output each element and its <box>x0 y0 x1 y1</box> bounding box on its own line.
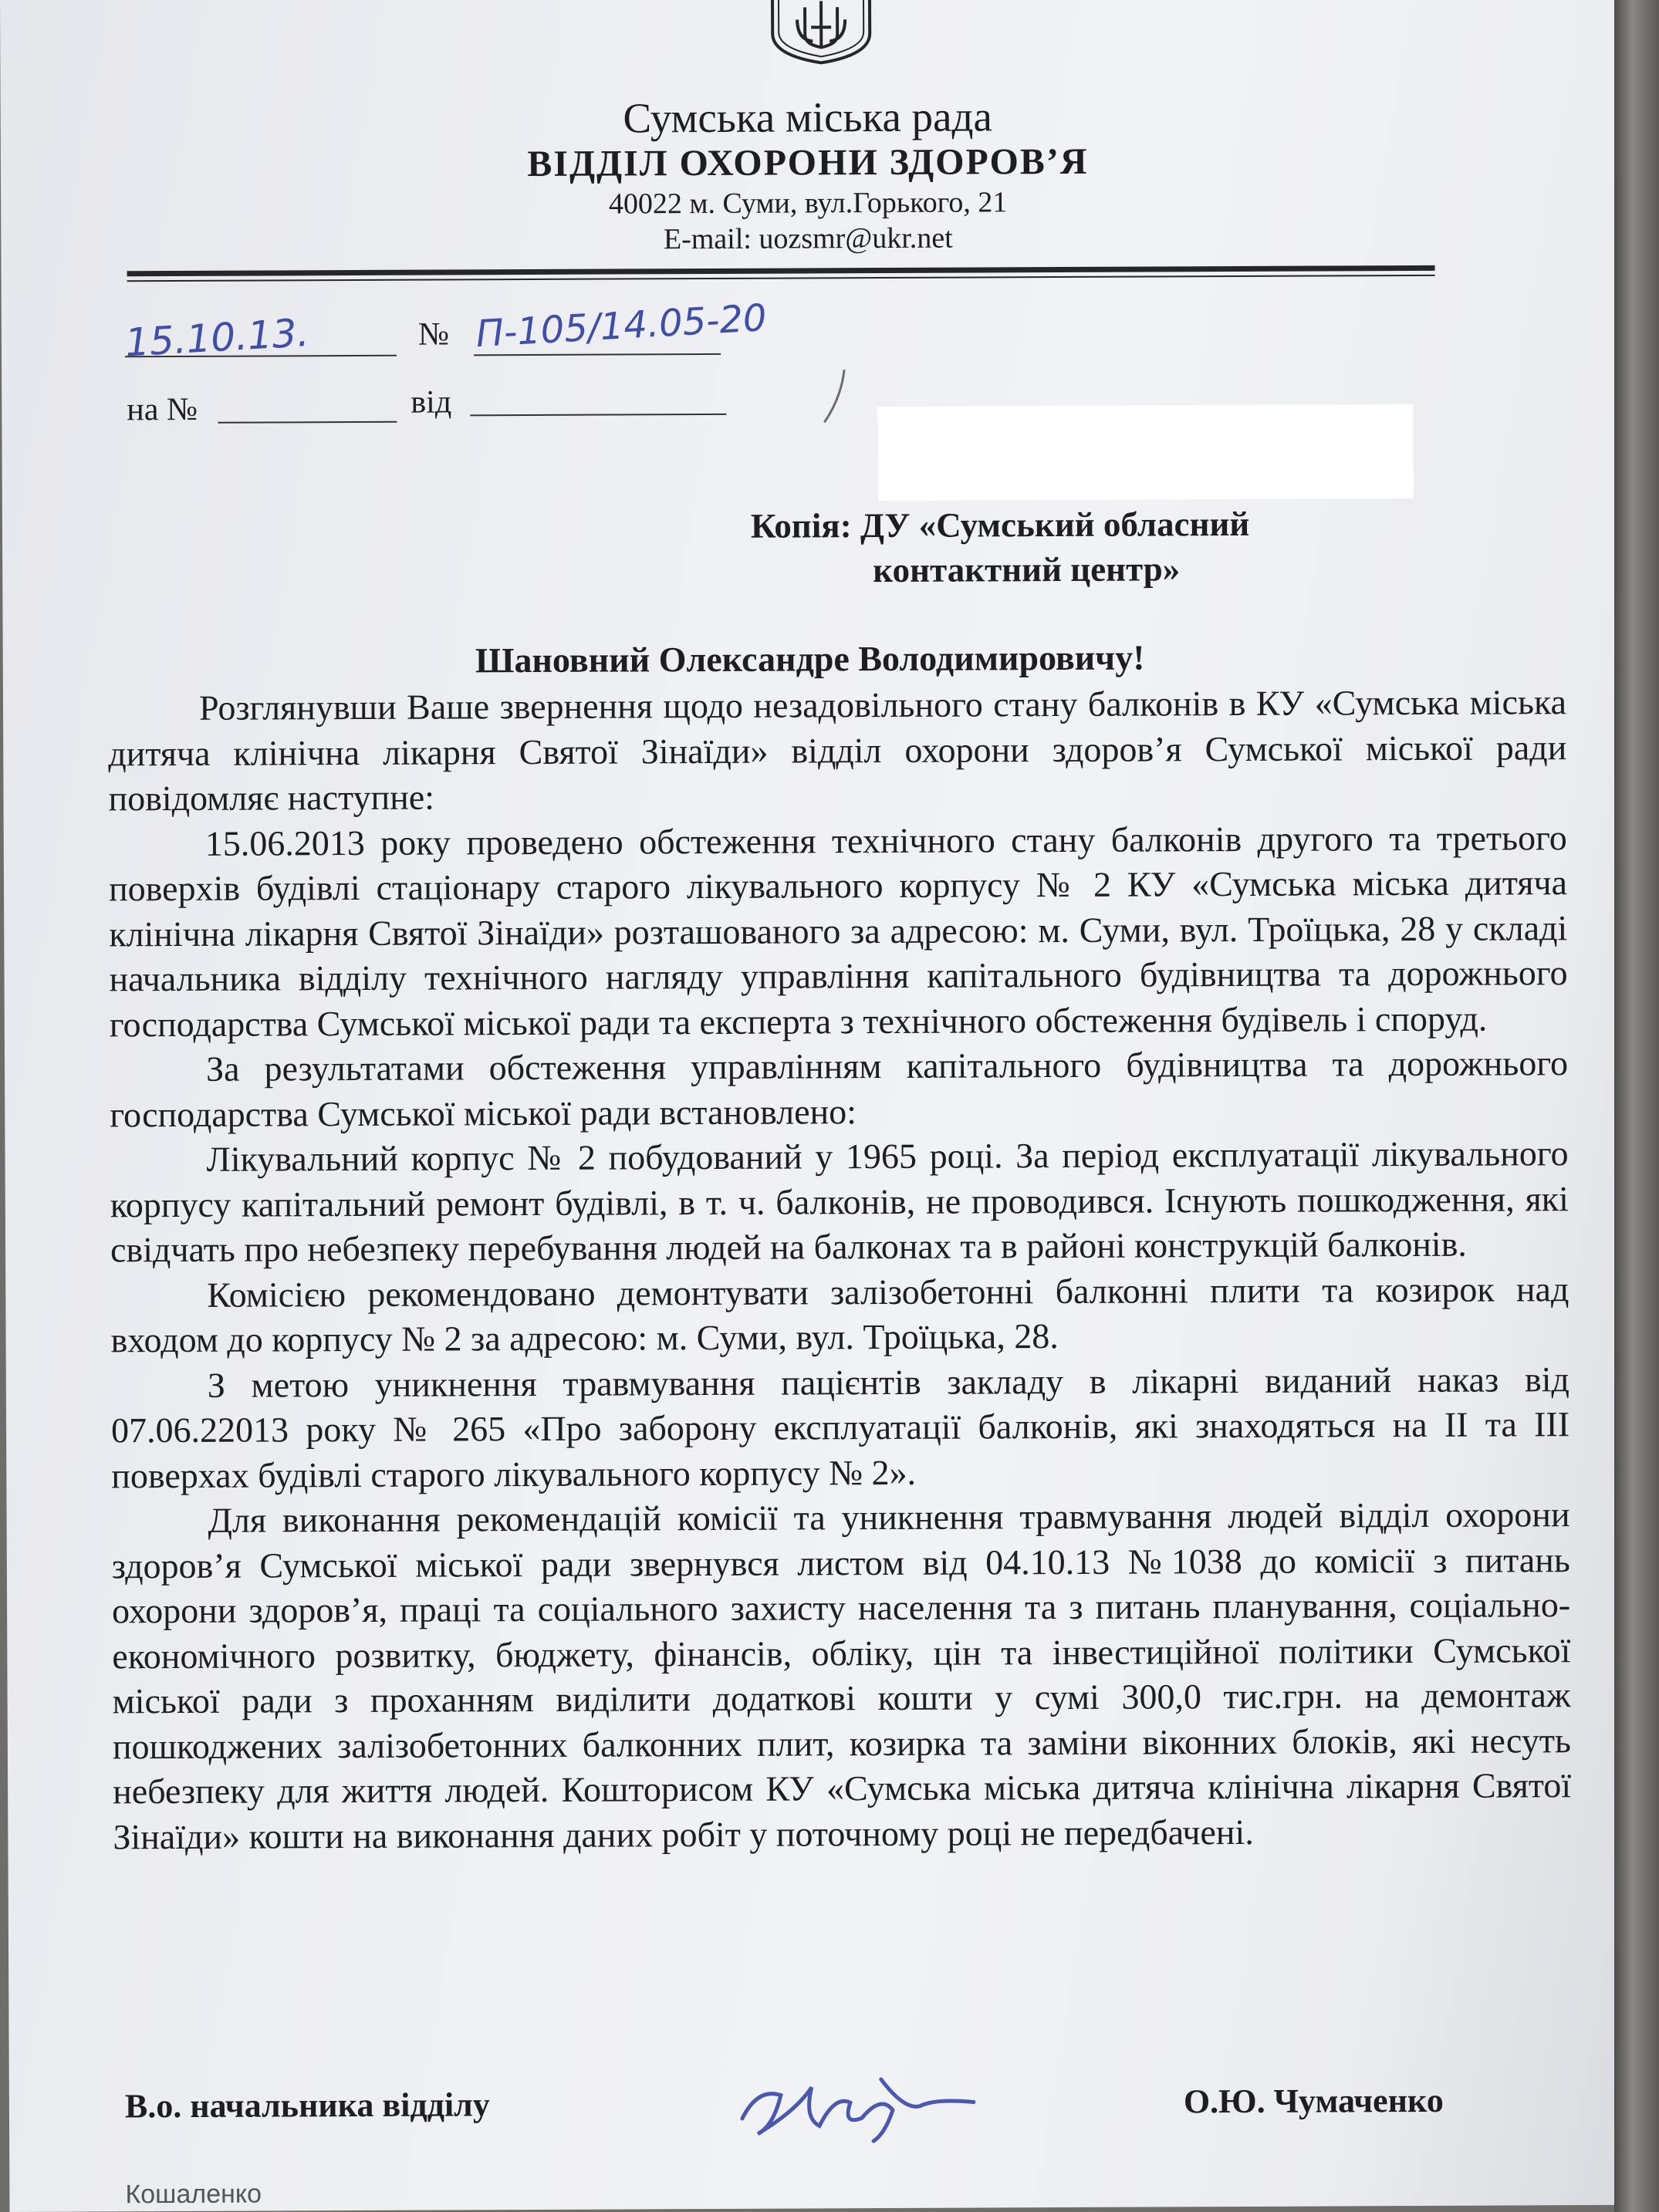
department-email: E-mail: uozsmr@ukr.net <box>663 221 953 256</box>
letter-body <box>108 680 1572 1859</box>
body-paragraph: З метою уникнення травмування пацієнтів закладу в лікарні виданий наказ від 07.06.22013 року № 265 «Про заборону експлуатації балконів, які знаходяться на ІІ та ІІІ поверхах будівлі старого лікувального корпусу № 2». <box>110 1359 1570 1495</box>
copy-to-line-2: контактний центр» <box>873 549 1181 590</box>
handwritten-tick-mark <box>818 366 849 428</box>
handwritten-date: 15.10.13. <box>123 310 310 366</box>
reply-to-label: на № <box>127 391 198 428</box>
body-paragraph: 15.06.2013 року проведено обстеження технічного стану балконів другого та третього поверхів будівлі стаціонару старого лікувального корпусу № 2 КУ «Сумська міська дитяча клінічна лікарня Святої Зінаїди» розташованого за адресою: м. Суми, вул. Троїцька, 28 у складі начальника відділу технічного нагляду управління капітального будівництва та дорожнього господарства Сумської міської ради та експерта з технічного обстеження будівель і споруд. <box>108 817 1568 1044</box>
reply-to-line <box>218 421 397 424</box>
council-name: Сумська міська рада <box>623 93 992 142</box>
signatory-position: В.о. начальника відділу <box>124 2085 490 2126</box>
handwritten-signature <box>727 2063 990 2156</box>
body-paragraph: Комісією рекомендовано демонтувати залізобетонні балконні плити та козирок над входом до корпусу № 2 за адресою: м. Суми, вул. Троїцька, 28. <box>110 1268 1569 1360</box>
department-address: 40022 м. Суми, вул.Горького, 21 <box>608 186 1008 221</box>
letterhead-rule-thin <box>127 275 1435 282</box>
body-paragraph: За результатами обстеження управлінням капітального будівництва та дорожнього господарства Сумської міської ради встановлено: <box>110 1043 1569 1134</box>
handwritten-number: П-105/14.05-20 <box>475 295 768 356</box>
redacted-recipient-block <box>877 404 1414 501</box>
coat-of-arms-emblem <box>766 0 876 65</box>
body-paragraph: Для виконання рекомендацій комісії та уникнення травмування людей відділ охорони здоров’я Сумської міської ради звернувся листом від 04.10.13 №1038 до комісії з питань охорони здоров’я, праці та соціального захисту населення та з питань планування, соціально-економічного розвитку, бюджету, фінансів, обліку, цін та інвестиційної політики Сумської міської ради з проханням виділити додаткові кошти у сумі 300,0 тис.грн. на демонтаж пошкоджених залізобетонних балконних плит, козирка та заміни віконних блоків, які несуть небезпеку для життя людей. Кошторисом КУ «Сумська міська дитяча клінічна лікарня Святої Зінаїди» кошти на виконання даних робіт у поточному році не передбачені. <box>111 1494 1572 1856</box>
department-name: ВІДДІЛ ОХОРОНИ ЗДОРОВ’Я <box>527 140 1089 185</box>
number-label: № <box>417 316 450 353</box>
signatory-name: О.Ю. Чумаченко <box>1183 2081 1444 2121</box>
executor-name-cut-off: Кошаленко <box>125 2179 262 2210</box>
body-paragraph: Розглянувши Ваше звернення щодо незадовільного стану балконів в КУ «Сумська міська дитяча клінічна лікарня Святої Зінаїди» відділ охорони здоров’я Сумської міської ради повідомляє наступне: <box>108 682 1567 819</box>
from-label: від <box>411 384 452 420</box>
from-line <box>470 414 726 416</box>
body-paragraph: Лікувальний корпус № 2 побудований у 1965 році. За період експлуатації лікувального корпусу капітальний ремонт будівлі, в т. ч. балконів, не проводився. Існують пошкодження, які свідчать про небезпеку перебування людей на балконах та в районі конструкцій балконів. <box>110 1133 1569 1270</box>
page-edge-shadow <box>1614 0 1659 2212</box>
copy-to-line-1: Копія: ДУ «Сумський обласний <box>750 504 1250 545</box>
salutation: Шановний Олександре Володимировичу! <box>475 637 1145 680</box>
